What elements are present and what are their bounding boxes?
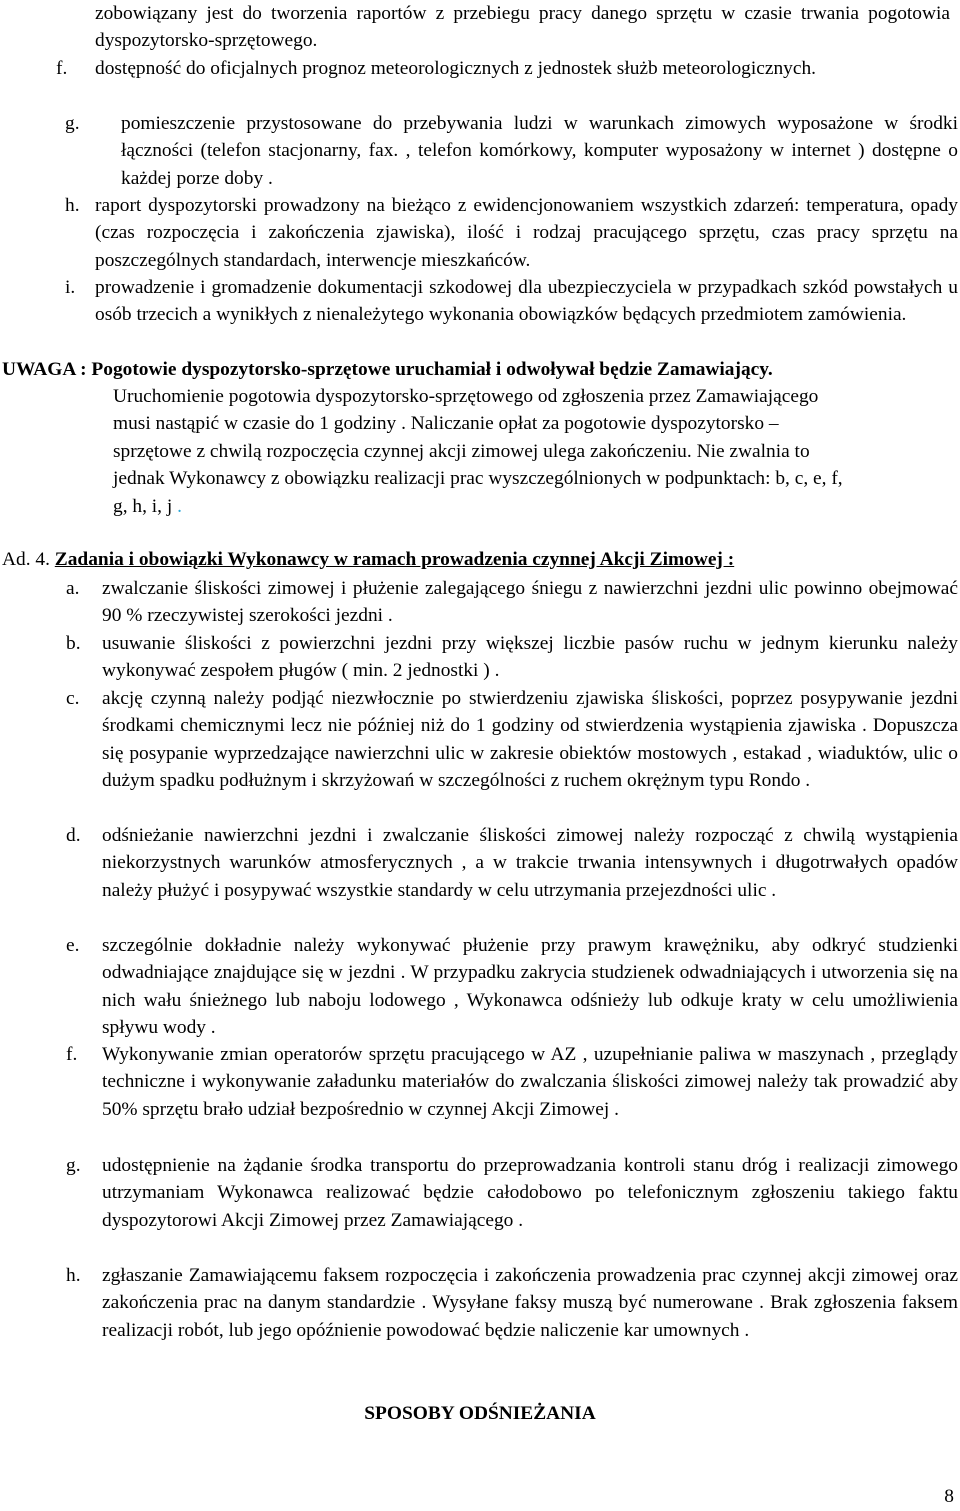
task-text: odśnieżanie nawierzchni jezdni i zwalczanie śliskości zimowej należy rozpocząć z chwilą wystąpienia niekorzystnych warunków atmosferycznych , a w trakcie trwania intensywnych i długotrwałych opadów należy płużyć i posypywać wszystkie standardy w celu utrzymania przejezdności ulic . — [102, 825, 958, 901]
task-item-c — [66, 685, 958, 795]
next-section-heading: SPOSOBY ODŚNIEŻANIA — [364, 1403, 596, 1424]
task-item-h — [66, 1262, 958, 1344]
uwaga-body: Uruchomienie pogotowia dyspozytorsko-sprzętowego od zgłoszenia przez Zamawiającego musi nastąpić w czasie do 1 godziny . Naliczanie opłat za pogotowie dyspozytorsko – sprzętowe z chwilą rozpoczęcia czynnej akcji zimowej ulega zakończeniu. Nie zwalnia to jednak Wykonawcy z obowiązku realizacji prac wyszczególnionych w podpunktach: b, c, e, f, g, h, i, j — [113, 386, 843, 517]
section-heading — [2, 546, 958, 573]
section-prefix: Ad. 4. — [2, 549, 50, 570]
task-text: zgłaszanie Zamawiającemu faksem rozpoczęcia i zakończenia prowadzenia prac czynnej akcji zimowej oraz zakończenia prac na danym standardzie . Wysyłane faksy muszą być numerowane . Brak zgłoszenia faksem realizacji robót, lub jego opóźnienie powodować będzie naliczenie kar umownych . — [102, 1265, 958, 1341]
task-marker: g. — [66, 1155, 81, 1176]
task-text: szczególnie dokładnie należy wykonywać płużenie przy prawym krawężniku, aby odkryć studzienki odwadniające znajdujące się w jezdni . W przypadku zakrycia studzienek odwadniających i utworzenia się na nich wału śnieżnego lub naboju lodowego , Wykonawca odśnieży lub odkuje kraty w celu umożliwienia spływu wody . — [102, 935, 958, 1039]
list-marker: g. — [65, 113, 80, 134]
list-item-text: pomieszczenie przystosowane do przebywania ludzi w warunkach zimowych wyposażone w środki łączności (telefon stacjonarny, fax. , telefon komórkowy, komputer wyposażony w internet ) dostępne o każdej porze doby . — [121, 113, 958, 189]
task-marker: b. — [66, 633, 81, 654]
task-marker: f. — [66, 1044, 78, 1065]
task-marker: h. — [66, 1265, 81, 1286]
list-item-text: zobowiązany jest do tworzenia raportów z przebiegu pracy danego sprzętu w czasie trwania pogotowia dyspozytorsko-sprzętowego. — [95, 3, 950, 52]
uwaga-dot: . — [177, 495, 182, 517]
list-item-f — [56, 55, 950, 82]
task-item-d — [66, 822, 958, 904]
task-marker: a. — [66, 578, 80, 599]
task-text: udostępnienie na żądanie środka transportu do przeprowadzania kontroli stanu dróg i realizacji zimowego utrzymaniam Wykonawca realizować będzie całodobowo po telefonicznym zgłoszeniu takiego faktu dyspozytorowi Akcji Zimowej przez Zamawiającego . — [102, 1155, 958, 1231]
list-item-continuation — [95, 0, 950, 55]
list-item-text: prowadzenie i gromadzenie dokumentacji szkodowej dla ubezpieczyciela w przypadkach szkód powstałych u osób trzecich a wynikłych z nienależytego wykonania obowiązków będących przedmiotem zamówienia. — [95, 277, 958, 326]
section-title: Zadania i obowiązki Wykonawcy w ramach prowadzenia czynnej Akcji Zimowej : — [54, 549, 735, 570]
list-marker: i. — [65, 277, 76, 298]
task-item-g — [66, 1152, 958, 1234]
task-item-a — [66, 575, 958, 630]
task-text: Wykonywanie zmian operatorów sprzętu pracującego w AZ , uzupełnianie paliwa w maszynach , przeglądy techniczne i wykonywanie załadunku materiałów do zwalczania śliskości zimowej należy tak prowadzić aby 50% sprzętu brało udział bezpośrednio w czynnej Akcji Zimowej . — [102, 1044, 958, 1120]
task-text: usuwanie śliskości z powierzchni jezdni przy większej liczbie pasów ruchu w jednym kierunku należy wykonywać zespołem pługów ( min. 2 jednostki ) . — [102, 633, 958, 682]
page-number: 8 — [944, 1486, 954, 1507]
uwaga-heading: UWAGA : Pogotowie dyspozytorsko-sprzętowe uruchamiał i odwoływał będzie Zamawiający. — [2, 359, 773, 380]
task-text: zwalczanie śliskości zimowej i płużenie zalegającego śniegu z nawierzchni jezdni ulic powinno obejmować 90 % rzeczywistej szerokości jezdni . — [102, 578, 958, 627]
list-marker: f. — [56, 58, 68, 79]
list-marker: h. — [65, 195, 80, 216]
list-item-g — [65, 110, 958, 192]
task-marker: c. — [66, 688, 80, 709]
task-marker: d. — [66, 825, 81, 846]
task-text: akcję czynną należy podjąć niezwłocznie po stwierdzeniu zjawiska śliskości, poprzez posypywanie jezdni środkami chemicznymi lecz nie później niż do 1 godziny od stwierdzenia wystąpienia zjawiska . Dopuszcza się posypanie wyprzedzające nawierzchni ulic w zakresie obiektów mostowych , estakad , wiaduktów, ulic o dużym spadku podłużnym i skrzyżowań w szczególności z ruchem okrężnym typu Rondo . — [102, 688, 958, 792]
uwaga-paragraph — [113, 383, 843, 520]
task-marker: e. — [66, 935, 80, 956]
task-item-b — [66, 630, 958, 685]
task-item-e — [66, 932, 958, 1042]
list-item-i — [65, 274, 958, 329]
list-item-text: dostępność do oficjalnych prognoz meteorologicznych z jednostek służb meteorologicznych. — [95, 58, 817, 79]
list-item-text: raport dyspozytorski prowadzony na bieżąco z ewidencjonowaniem wszystkich zdarzeń: temperatura, opady (czas rozpoczęcia i zakończenia zjawiska), ilość i rodzaj pracującego sprzętu, czas pracy sprzętu na poszczególnych standardach, interwencje mieszkańców. — [95, 195, 958, 271]
task-item-f — [66, 1041, 958, 1123]
list-item-h — [65, 192, 958, 274]
